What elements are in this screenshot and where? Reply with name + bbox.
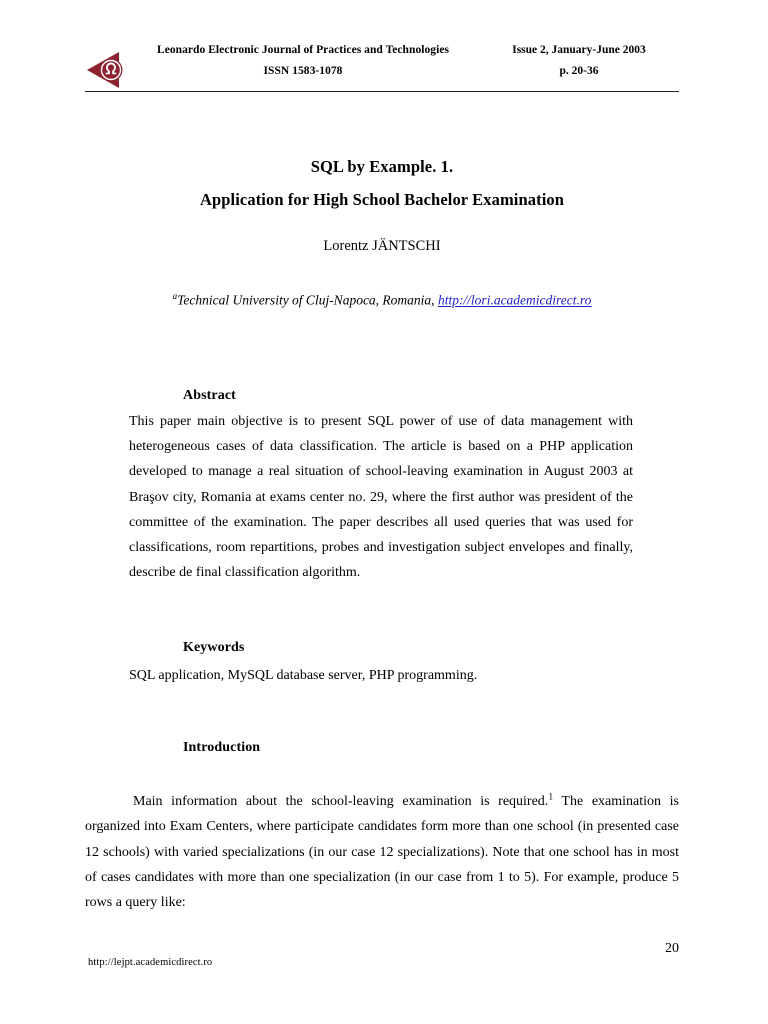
journal-name: Leonardo Electronic Journal of Practices and Technologies — [156, 44, 450, 56]
introduction-heading: Introduction — [183, 740, 261, 755]
introduction-part-1: Main information about the school-leaving examination is required. — [133, 794, 549, 809]
page-number: 20 — [665, 941, 679, 956]
author-block — [85, 236, 679, 256]
header-row-top — [127, 44, 679, 65]
introduction-text — [85, 789, 679, 915]
header-divider — [85, 91, 679, 92]
affiliation-link[interactable]: http://lori.academicdirect.ro — [437, 292, 592, 308]
abstract-text: This paper main objective is to present SQL power of use of data management with heterogeneous cases of data classification. The article is based on a PHP application developed to manage a real situation of school-leaving examination in August 2003 at Braşov city, Romania at exams center no. 29, where the first author was president of the committee of the examination. The paper describes all used queries that was used for classifications, room repartitions, probes and investigation subject envelopes and finally, describe de final classification algorithm. — [129, 414, 633, 581]
header-text-block — [127, 44, 679, 86]
footnote-marker: 1 — [548, 792, 554, 803]
title-line-2: Application for High School Bachelor Examination — [199, 190, 565, 209]
author-name: Lorentz JÄNTSCHI — [323, 238, 441, 254]
journal-logo-icon — [85, 50, 127, 90]
introduction-part-2: The examination is organized into Exam Centers, where participate candidates form more than one school (in presented case 12 schools) with varied specializations (in our case 12 specializations). Note that one school has in most of cases candidates with more than one specialization (in our case from 1 to 5). For example, produce 5 rows a query like: — [85, 794, 679, 911]
affiliation-marker: a — [172, 291, 178, 301]
page-range: p. 20-36 — [559, 65, 599, 77]
affiliation — [85, 286, 679, 311]
header-row-bottom — [127, 65, 679, 86]
page-title — [85, 150, 679, 216]
affiliation-text: Technical University of Cluj-Napoca, Romania, — [177, 292, 438, 308]
keywords-heading: Keywords — [183, 640, 245, 655]
footer-url: http://lejpt.academicdirect.ro — [88, 957, 213, 968]
keywords-text: SQL application, MySQL database server, PHP programming. — [129, 668, 478, 683]
abstract-heading: Abstract — [183, 388, 236, 403]
title-line-1: SQL by Example. 1. — [310, 157, 454, 176]
issn: ISSN 1583-1078 — [263, 65, 343, 77]
page-header — [85, 44, 679, 94]
issue-info: Issue 2, January-June 2003 — [512, 44, 646, 56]
